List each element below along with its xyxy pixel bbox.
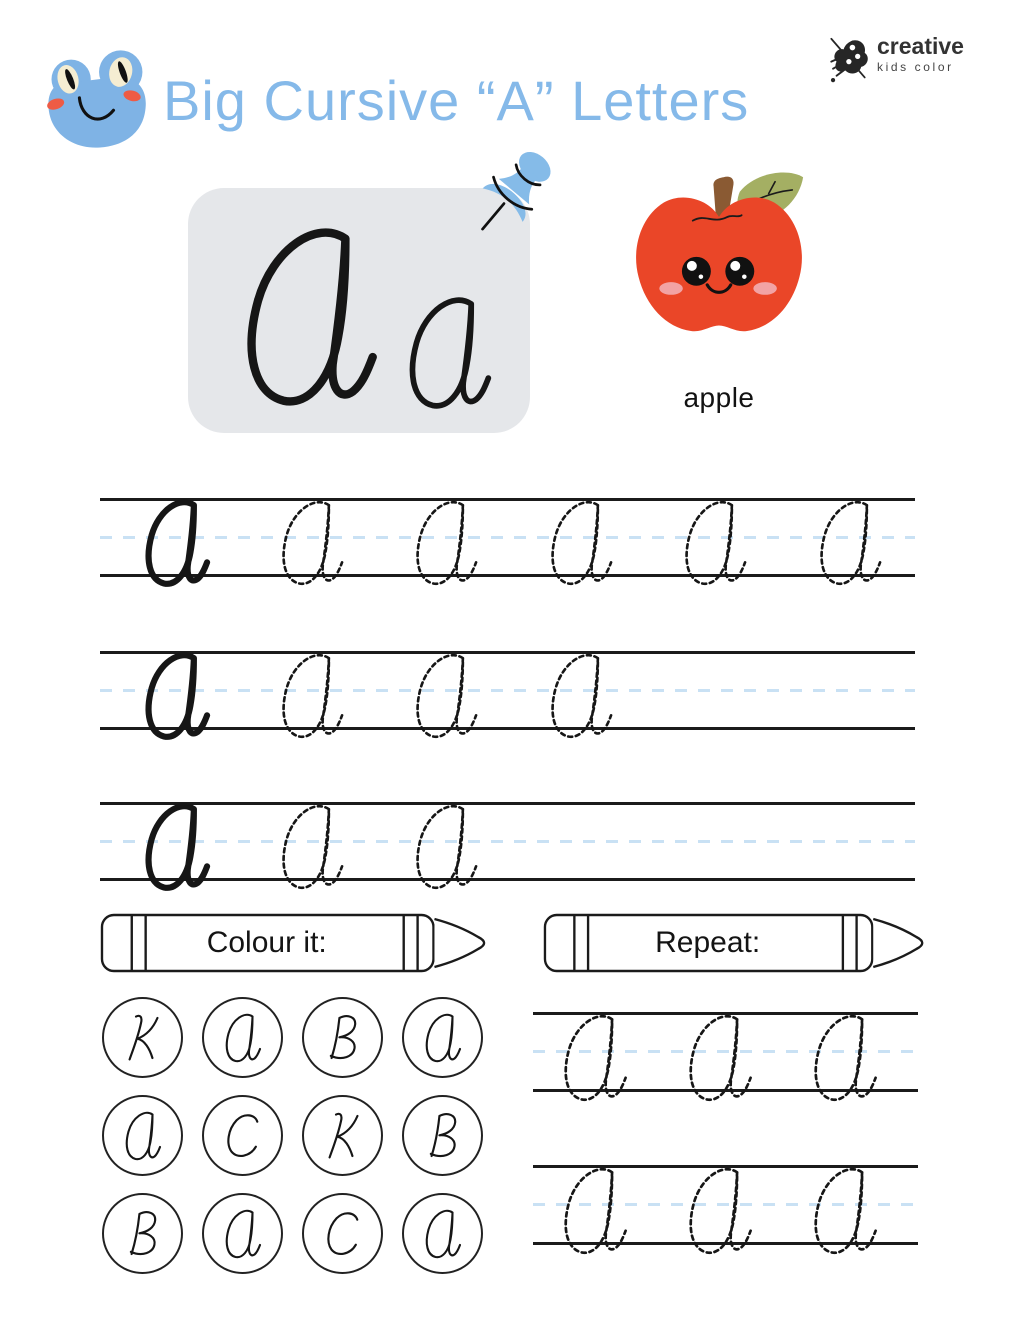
repeat-banner xyxy=(543,912,935,974)
trace-letter-dotted xyxy=(559,1013,629,1103)
flashcard-capital-letter xyxy=(238,226,380,408)
trace-letter-dotted xyxy=(684,1013,754,1103)
colour-circle-letter-b[interactable] xyxy=(302,997,383,1078)
colour-circle-letter-a[interactable] xyxy=(102,1095,183,1176)
colour-circle-letter-a[interactable] xyxy=(402,1193,483,1274)
trace-letter-dotted xyxy=(559,1166,629,1256)
colour-it-grid xyxy=(102,997,483,1274)
trace-letter-solid xyxy=(142,652,211,740)
brand-name: creative xyxy=(877,33,964,59)
trace-letter-dotted xyxy=(277,499,346,587)
circle-letter-glyph xyxy=(223,1013,262,1063)
brand-text xyxy=(877,34,964,74)
brand-tagline: kids color xyxy=(877,60,954,75)
trace-letter-dotted xyxy=(815,499,884,587)
circle-letter-glyph xyxy=(323,1209,363,1259)
circle-letter-glyph xyxy=(123,1111,162,1161)
brand-logo xyxy=(826,34,964,84)
colour-circle-letter-b[interactable] xyxy=(402,1095,483,1176)
writing-guide-line xyxy=(100,802,915,881)
circle-letter-glyph xyxy=(123,1209,163,1259)
flashcard-lowercase-letter xyxy=(404,296,493,410)
circle-letter-glyph xyxy=(321,1111,364,1161)
frog-icon xyxy=(36,50,160,154)
colour-circle-row xyxy=(102,1095,483,1176)
colour-circle-letter-b[interactable] xyxy=(102,1193,183,1274)
writing-guide-line xyxy=(533,1165,918,1245)
colour-circle-row xyxy=(102,997,483,1078)
trace-letter-solid xyxy=(142,499,211,587)
flashcard-capital-glyph xyxy=(238,226,380,408)
colour-circle-letter-a[interactable] xyxy=(202,1193,283,1274)
trace-letter-dotted xyxy=(546,499,615,587)
colour-circle-row xyxy=(102,1193,483,1274)
page-title: Big Cursive “A” Letters xyxy=(163,69,750,132)
colour-it-banner xyxy=(100,912,497,974)
circle-letter-glyph xyxy=(223,1209,262,1259)
trace-letter-dotted xyxy=(411,499,480,587)
circle-letter-glyph xyxy=(423,1111,463,1161)
trace-letter-dotted xyxy=(680,499,749,587)
repeat-label: Repeat: xyxy=(655,926,761,959)
trace-letter-dotted xyxy=(809,1013,879,1103)
circle-letter-glyph xyxy=(423,1013,462,1063)
writing-guide-line xyxy=(100,498,915,577)
circle-letter-glyph xyxy=(223,1111,263,1161)
brand-bug-icon xyxy=(826,34,870,84)
colour-circle-letter-k[interactable] xyxy=(302,1095,383,1176)
colour-circle-letter-c[interactable] xyxy=(202,1095,283,1176)
apple-illustration xyxy=(612,170,826,414)
trace-letter-dotted xyxy=(684,1166,754,1256)
colour-circle-letter-a[interactable] xyxy=(202,997,283,1078)
flashcard-lowercase-glyph xyxy=(404,296,493,410)
circle-letter-glyph xyxy=(423,1209,462,1259)
trace-letter-dotted xyxy=(809,1166,879,1256)
trace-letter-solid xyxy=(142,803,211,891)
colour-circle-letter-c[interactable] xyxy=(302,1193,383,1274)
colour-circle-letter-a[interactable] xyxy=(402,997,483,1078)
colour-it-label: Colour it: xyxy=(206,926,327,959)
circle-letter-glyph xyxy=(121,1013,164,1063)
circle-letter-glyph xyxy=(323,1013,363,1063)
apple-image xyxy=(618,170,820,378)
writing-guide-line xyxy=(100,651,915,730)
trace-letter-dotted xyxy=(546,652,615,740)
colour-circle-letter-k[interactable] xyxy=(102,997,183,1078)
trace-letter-dotted xyxy=(277,652,346,740)
vocab-word: apple xyxy=(683,382,755,413)
writing-guide-line xyxy=(533,1012,918,1092)
trace-letter-dotted xyxy=(277,803,346,891)
trace-letter-dotted xyxy=(411,652,480,740)
trace-letter-dotted xyxy=(411,803,480,891)
